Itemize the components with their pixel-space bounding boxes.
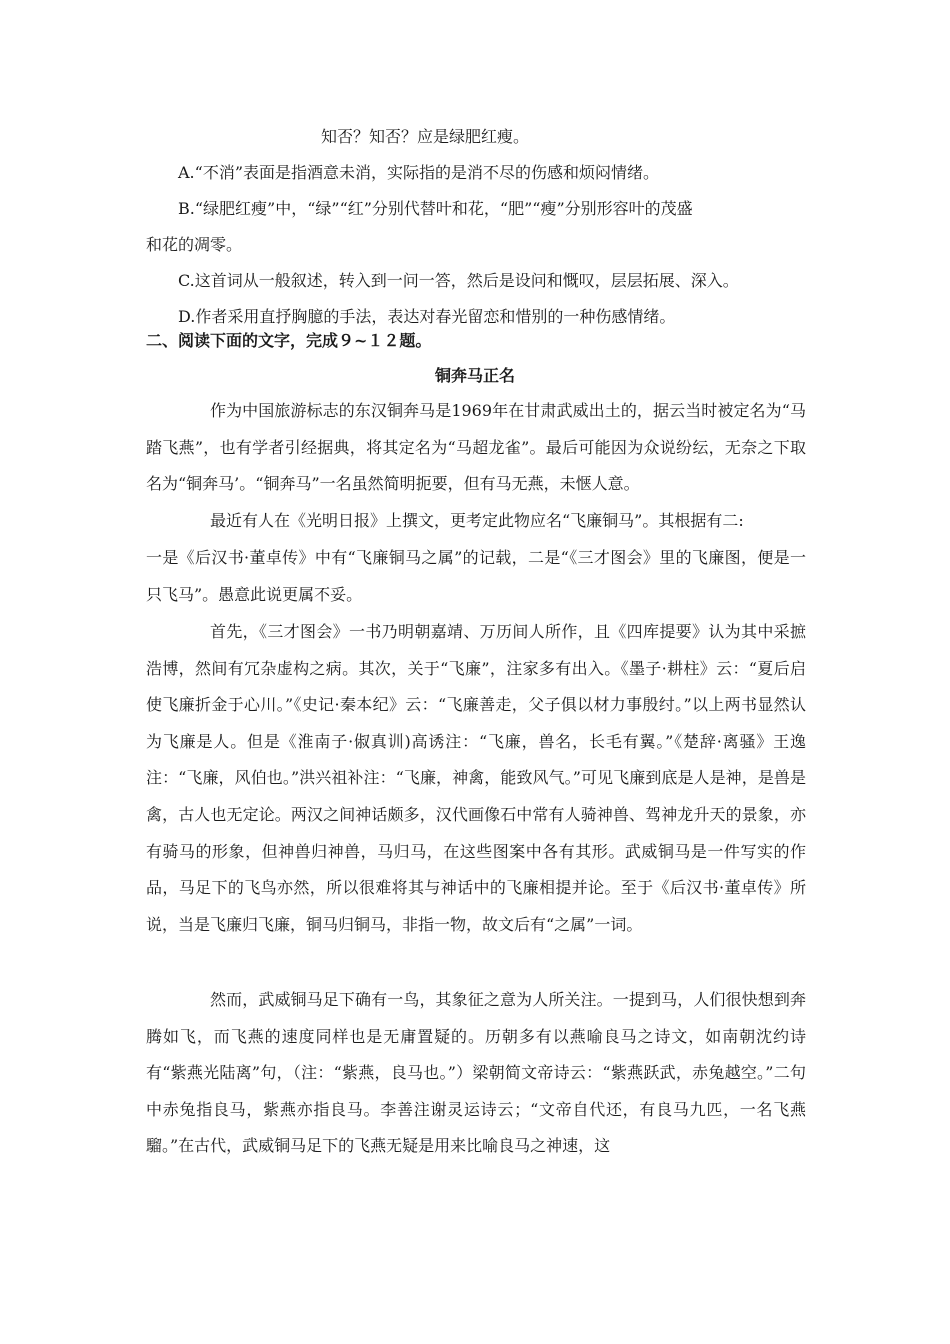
section-heading: 二、阅读下面的文字，完成９~１２题。	[146, 331, 432, 350]
paragraph-2-continued: 一是《后汉书·董卓传》中有“飞廉铜马之属”的记载，二是“《三才图会》里的飞廉图，便是一只飞马”。愚意此说更属不妥。	[146, 548, 806, 604]
option-d: D.作者采用直抒胸臆的手法，表达对春光留恋和惜别的一种伤感情绪。	[178, 307, 676, 326]
paragraph-2: 最近有人在《光明日报》上撰文，更考定此物应名“飞廉铜马”。其根据有二:	[210, 511, 744, 530]
option-c: C.这首词从一般叙述，转入到一问一答，然后是设问和慨叹，层层拓展、深入。	[178, 271, 739, 290]
paragraph-3: 首先，《三才图会》一书乃明朝嘉靖、万历间人所作，且《四库提要》认为其中采摭浩博，然间有冗杂虚构之病。其次，关于“飞廉”，注家多有出入。《墨子·耕柱》云：“夏后启使飞廉折金于心川。”《史记·秦本纪》云：“飞廉善走，父子俱以材力事殷纣。”以上两书显然认为飞廉是人。但是《淮南子·俶真训)高诱注：“飞廉，兽名，长毛有翼。”《楚辞·离骚》王逸注：“飞廉，风伯也。”洪兴祖补注：“飞廉，神禽，能致风气。”可见飞廉到底是人是神，是兽是禽，古人也无定论。两汉之间神话颇多，汉代画像石中常有人骑神兽、驾神龙升天的景象，亦有骑马的形象，但神兽归神兽，马归马，在这些图案中各有其形。武威铜马是一件写实的作品，马足下的飞鸟亦然，所以很难将其与神话中的飞廉相提并论。至于《后汉书·董卓传》所说，当是飞廉归飞廉，铜马归铜马，非指一物，故文后有“之属”一词。	[146, 622, 806, 934]
option-a: A.“不消”表面是指酒意未消，实际指的是消不尽的伤感和烦闷情绪。	[178, 163, 660, 182]
option-b: B.“绿肥红瘦”中，“绿”“红”分别代替叶和花，“肥”“瘦”分别形容叶的茂盛	[178, 199, 693, 218]
poem-line: 知否？知否？应是绿肥红瘦。	[321, 127, 530, 146]
option-b-continued: 和花的凋零。	[146, 235, 243, 254]
paragraph-1: 作为中国旅游标志的东汉铜奔马是1969年在甘肃武威出土的，据云当时被定名为“马踏飞燕”，也有学者引经据典，将其定名为“马超龙雀”。最后可能因为众说纷纭，无奈之下取名为“铜奔马’。“铜奔马”一名虽然简明扼要，但有马无燕，未惬人意。	[146, 401, 806, 494]
article-title: 铜奔马正名	[434, 366, 515, 385]
paragraph-4: 然而，武威铜马足下确有一鸟，其象征之意为人所关注。一提到马，人们很快想到奔腾如飞，而飞燕的速度同样也是无庸置疑的。历朝多有以燕喻良马之诗文，如南朝沈约诗有“紫燕光陆离”句，（注：“紫燕，良马也。”）梁朝简文帝诗云：“紫燕跃武，赤兔越空。”二句中赤兔指良马，紫燕亦指良马。李善注谢灵运诗云；“文帝自代还，有良马九匹，一名飞燕騮。”在古代，武威铜马足下的飞燕无疑是用来比喻良马之神速，这	[146, 990, 806, 1156]
